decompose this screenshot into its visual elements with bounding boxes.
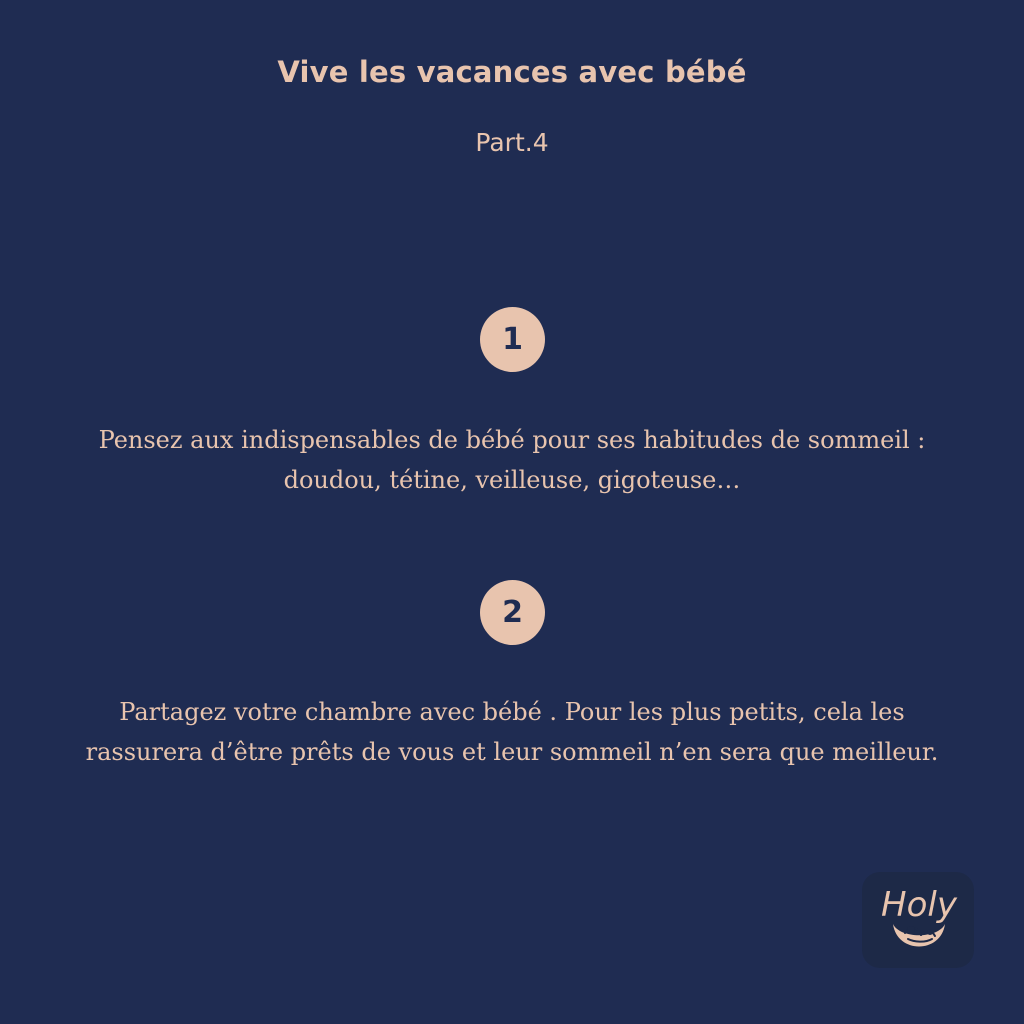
tip-text-1: Pensez aux indispensables de bébé pour ses habitudes de sommeil : doudou, tétine, veilleuse, gigoteuse… [98, 426, 926, 494]
tip-number-badge-1: 1 [480, 307, 545, 372]
page-subtitle: Part.4 [475, 128, 549, 157]
moon-baby-logo-icon [862, 872, 974, 968]
logo-moon-shape [893, 924, 945, 947]
page-title: Vive les vacances avec bébé [277, 55, 747, 89]
sleeping-baby-head [907, 926, 915, 934]
holy-brand-logo [862, 872, 974, 968]
tip-text-2: Partagez votre chambre avec bébé . Pour les plus petits, cela les rassurera d’être prêts de vous et leur sommeil n’en sera que meilleur. [85, 698, 939, 766]
sleeping-baby-hand [927, 929, 933, 935]
logo-text: Holy [881, 885, 957, 925]
tip-number-badge-2: 2 [480, 580, 545, 645]
